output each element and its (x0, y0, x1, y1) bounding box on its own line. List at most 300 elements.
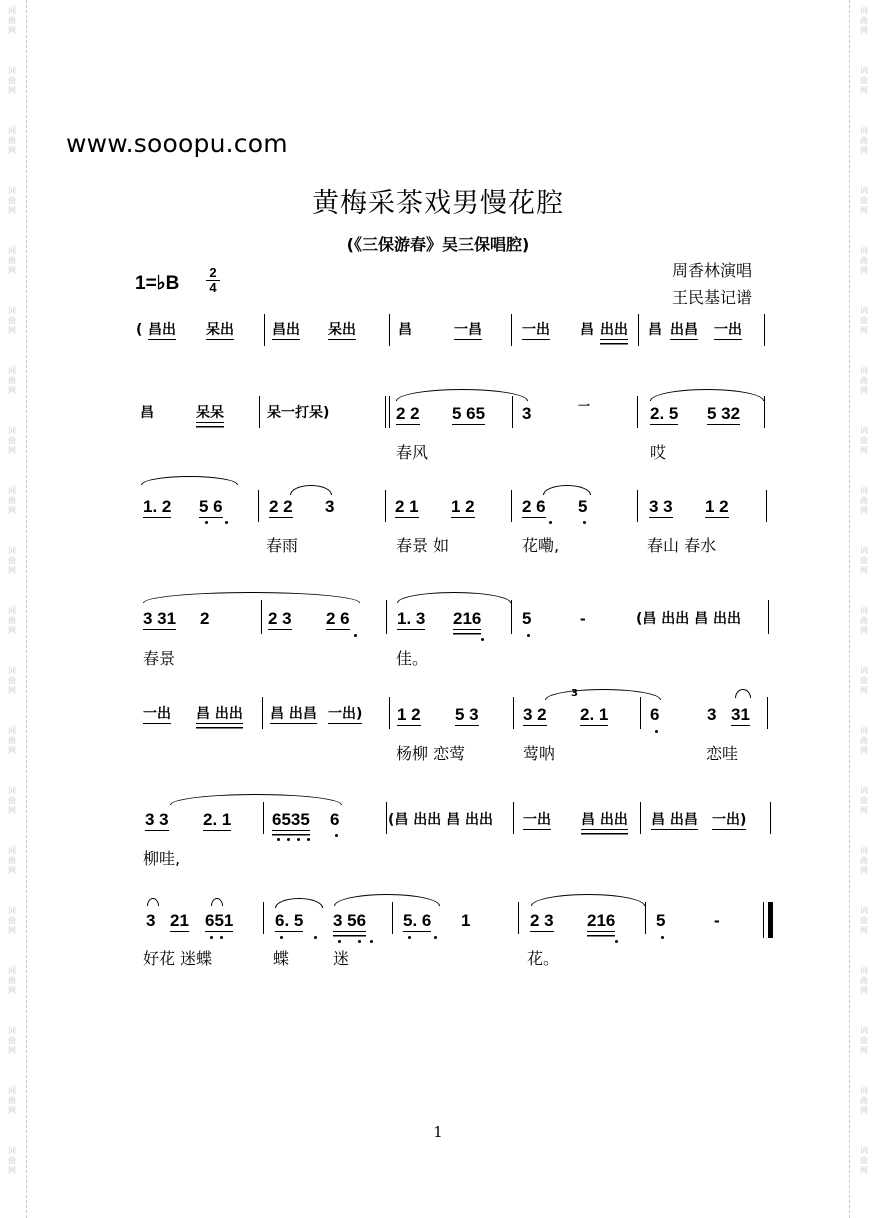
watermark-block (857, 1146, 871, 1206)
watermark-glyph: 曲 (860, 76, 868, 85)
watermark-block (857, 246, 871, 306)
watermark-glyph: 网 (8, 806, 16, 815)
watermark-glyph: 网 (8, 566, 16, 575)
watermark-glyph: 词 (860, 966, 868, 975)
watermark-glyph: 词 (8, 1146, 16, 1155)
site-url: www.sooopu.com (66, 129, 288, 158)
watermark-glyph: 词 (860, 246, 868, 255)
watermark-glyph: 网 (8, 986, 16, 995)
jianpu-note-group: 2 6 (326, 609, 350, 628)
watermark-block (857, 966, 871, 1026)
watermark-block (857, 366, 871, 426)
watermark-glyph: 网 (860, 1106, 868, 1115)
barline (263, 902, 264, 934)
lyric: 蝶 (273, 949, 290, 968)
watermark-glyph: 曲 (860, 496, 868, 505)
jianpu-note: 5 (522, 609, 532, 628)
percussion-text: 一出 (523, 812, 551, 828)
watermark-glyph: 曲 (8, 556, 16, 565)
slur (290, 485, 332, 495)
jianpu-note-group: 2 2 (396, 404, 420, 423)
barline (767, 697, 768, 729)
barline (511, 314, 512, 346)
watermark-glyph: 曲 (8, 1096, 16, 1105)
low-octave-dot (297, 838, 300, 841)
meter-bottom: 4 (206, 280, 220, 295)
watermark-block (857, 306, 871, 366)
watermark-glyph: 曲 (860, 436, 868, 445)
percussion-text: 出出 (600, 322, 628, 338)
slur (334, 894, 440, 906)
watermark-glyph: 网 (860, 206, 868, 215)
percussion-text: 昌 出昌 (270, 706, 317, 722)
watermark-block (857, 786, 871, 846)
watermark-glyph: 网 (860, 686, 868, 695)
percussion-text: 昌 (648, 322, 662, 338)
watermark-glyph: 曲 (8, 856, 16, 865)
slur (735, 689, 751, 698)
watermark-block (5, 1146, 19, 1206)
watermark-glyph: 曲 (8, 136, 16, 145)
jianpu-note-group: 2 3 (530, 911, 554, 930)
slur (650, 389, 764, 401)
barline (258, 490, 259, 522)
tie-dash: 一 (578, 399, 591, 413)
percussion-text: 昌出 (272, 322, 300, 338)
low-octave-dot (615, 940, 618, 943)
watermark-glyph: 曲 (8, 1036, 16, 1045)
watermark-block (857, 1026, 871, 1086)
slur (397, 592, 511, 603)
jianpu-note-group: 3 3 (145, 810, 169, 829)
low-octave-dot (314, 936, 317, 939)
watermark-block (857, 126, 871, 186)
jianpu-note-group: 5 65 (452, 404, 486, 423)
watermark-glyph: 词 (8, 1086, 16, 1095)
watermark-glyph: 词 (860, 6, 868, 15)
watermark-block (5, 66, 19, 126)
percussion-text: 一昌 (454, 322, 482, 338)
percussion-text: ( (136, 322, 143, 338)
watermark-glyph: 曲 (860, 616, 868, 625)
barline (645, 902, 646, 934)
watermark-glyph: 词 (860, 1086, 868, 1095)
barline (764, 396, 765, 428)
watermark-glyph: 网 (860, 1046, 868, 1055)
watermark-glyph: 曲 (8, 796, 16, 805)
watermark-glyph: 曲 (8, 76, 16, 85)
watermark-glyph: 词 (8, 666, 16, 675)
barline (511, 600, 512, 634)
watermark-glyph: 曲 (860, 976, 868, 985)
percussion-text: 呆一打呆) (267, 405, 330, 421)
barline (262, 697, 263, 729)
watermark-glyph: 网 (8, 1046, 16, 1055)
watermark-glyph: 词 (860, 66, 868, 75)
watermark-glyph: 词 (860, 906, 868, 915)
jianpu-note: 6 (330, 810, 340, 829)
barline (770, 802, 771, 834)
watermark-glyph: 曲 (8, 376, 16, 385)
watermark-glyph: 曲 (8, 616, 16, 625)
barline (637, 490, 638, 522)
watermark-glyph: 曲 (860, 136, 868, 145)
jianpu-note-group: 2 3 (268, 609, 292, 628)
watermark-block (857, 726, 871, 786)
watermark-glyph: 网 (860, 806, 868, 815)
barline (261, 600, 262, 634)
watermark-glyph: 词 (8, 366, 16, 375)
percussion-text: 呆出 (328, 322, 356, 338)
jianpu-note-group: 1 2 (705, 497, 729, 516)
watermark-block (5, 1026, 19, 1086)
watermark-glyph: 词 (860, 666, 868, 675)
watermark-glyph: 网 (860, 626, 868, 635)
watermark-glyph: 词 (8, 906, 16, 915)
watermark-glyph: 网 (8, 866, 16, 875)
barline (513, 802, 514, 834)
jianpu-note-group: 2. 1 (580, 705, 609, 724)
barline (386, 600, 387, 634)
percussion-text: 一出) (712, 812, 747, 828)
barline (638, 314, 639, 346)
watermark-block (5, 546, 19, 606)
watermark-block (5, 366, 19, 426)
watermark-glyph: 网 (860, 986, 868, 995)
low-octave-dot (335, 834, 338, 837)
watermark-glyph: 词 (8, 66, 16, 75)
watermark-glyph: 网 (8, 1106, 16, 1115)
lyric: 春景 (143, 649, 176, 668)
watermark-block (857, 846, 871, 906)
time-signature (206, 266, 220, 295)
lyric: 花。 (527, 949, 560, 968)
jianpu-note-group: 21 (170, 911, 189, 930)
percussion-text: (昌 出出 昌 出出 (636, 611, 742, 627)
watermark-block (857, 906, 871, 966)
watermark-glyph: 曲 (860, 316, 868, 325)
watermark-glyph: 曲 (8, 976, 16, 985)
watermark-glyph: 曲 (860, 1096, 868, 1105)
jianpu-note: 3 (325, 497, 335, 516)
jianpu-note-group: 6535 (272, 810, 310, 829)
jianpu-note-group: 2. 1 (203, 810, 232, 829)
watermark-glyph: 曲 (8, 436, 16, 445)
lyric: 柳哇, (143, 849, 181, 868)
jianpu-note-group: 216 (453, 609, 482, 628)
percussion-text: 昌出 (148, 322, 176, 338)
jianpu-note-group: 31 (731, 705, 750, 724)
barline (385, 396, 386, 428)
jianpu-note-group: 6. 5 (275, 911, 304, 930)
jianpu-note-group: 216 (587, 911, 616, 930)
jianpu-note-group: 2 1 (395, 497, 419, 516)
jianpu-note: 2 (200, 609, 210, 628)
lyric: 迷 (333, 949, 350, 968)
watermark-glyph: 曲 (8, 916, 16, 925)
watermark-block (5, 966, 19, 1026)
watermark-glyph: 词 (860, 306, 868, 315)
lyric: 春风 (396, 443, 429, 462)
percussion-text: 呆出 (206, 322, 234, 338)
percussion-text: 出昌 (670, 322, 698, 338)
page-number: 1 (433, 1123, 443, 1141)
watermark-block (5, 126, 19, 186)
low-octave-dot (287, 838, 290, 841)
watermark-glyph: 词 (860, 426, 868, 435)
barline (259, 396, 260, 428)
percussion-text: 一出) (328, 706, 363, 722)
barline (263, 802, 264, 834)
watermark-glyph: 曲 (860, 856, 868, 865)
watermark-glyph: 网 (860, 506, 868, 515)
barline (264, 314, 265, 346)
low-octave-dot (549, 521, 552, 524)
watermark-glyph: 曲 (860, 1036, 868, 1045)
watermark-block (857, 666, 871, 726)
watermark-block (5, 786, 19, 846)
watermark-block (857, 66, 871, 126)
low-octave-dot (408, 936, 411, 939)
watermark-glyph: 曲 (860, 796, 868, 805)
watermark-glyph: 曲 (860, 256, 868, 265)
jianpu-note-group: 3 31 (143, 609, 177, 628)
watermark-glyph: 网 (8, 386, 16, 395)
barline (511, 490, 512, 522)
watermark-glyph: 网 (8, 626, 16, 635)
watermark-glyph: 词 (8, 426, 16, 435)
watermark-glyph: 词 (860, 546, 868, 555)
watermark-block (5, 426, 19, 486)
watermark-glyph: 词 (8, 306, 16, 315)
low-octave-dot (338, 940, 341, 943)
watermark-glyph: 曲 (8, 16, 16, 25)
watermark-block (5, 306, 19, 366)
watermark-block (5, 846, 19, 906)
watermark-glyph: 网 (860, 566, 868, 575)
watermark-glyph: 词 (8, 1026, 16, 1035)
low-octave-dot (205, 521, 208, 524)
slur (275, 898, 323, 908)
jianpu-note-group: 5 3 (455, 705, 479, 724)
watermark-glyph: 网 (860, 746, 868, 755)
jianpu-note-group: 2. 5 (650, 404, 679, 423)
lyric: 好花 迷蝶 (143, 949, 213, 968)
jianpu-note: 1 (461, 911, 471, 930)
watermark-glyph: 词 (8, 486, 16, 495)
watermark-glyph: 网 (8, 926, 16, 935)
lyric: 佳。 (396, 649, 429, 668)
watermark-glyph: 网 (8, 506, 16, 515)
barline (386, 802, 387, 834)
song-subtitle: (《三保游春》吴三保唱腔) (346, 235, 530, 254)
barline (640, 802, 641, 834)
watermark-glyph: 网 (860, 26, 868, 35)
watermark-glyph: 词 (860, 486, 868, 495)
watermark-block (5, 486, 19, 546)
jianpu-note: 5 (578, 497, 588, 516)
jianpu-note-group: 3 56 (333, 911, 367, 930)
jianpu-note: 3 (707, 705, 717, 724)
lyric: 莺呐 (523, 744, 556, 763)
lyric: 杨柳 恋莺 (396, 744, 466, 763)
watermark-glyph: 网 (8, 326, 16, 335)
transcriber-credit: 王民基记谱 (672, 288, 753, 307)
singer-credit: 周香林演唱 (672, 261, 753, 280)
slur (396, 389, 528, 401)
key-signature: 1=♭B (135, 273, 180, 294)
percussion-text: 一出 (714, 322, 742, 338)
jianpu-note: 5 (656, 911, 666, 930)
percussion-text: 昌 (140, 405, 154, 421)
low-octave-dot (358, 940, 361, 943)
watermark-glyph: 曲 (860, 1156, 868, 1165)
percussion-text: 昌 出出 (581, 812, 628, 828)
lyric: 春雨 (266, 536, 299, 555)
percussion-text: 昌 出出 (196, 706, 243, 722)
slur (147, 898, 159, 906)
watermark-glyph: 词 (8, 726, 16, 735)
jianpu-note-group: 1. 3 (397, 609, 426, 628)
watermark-glyph: 词 (8, 6, 16, 15)
jianpu-note-group: 5 32 (707, 404, 741, 423)
jianpu-note: 3 (146, 911, 156, 930)
barline (518, 902, 519, 934)
watermark-glyph: 网 (8, 446, 16, 455)
jianpu-note-group: 651 (205, 911, 234, 930)
watermark-glyph: 词 (860, 366, 868, 375)
watermark-block (5, 246, 19, 306)
barline (385, 490, 386, 522)
watermark-glyph: 词 (860, 726, 868, 735)
barline (389, 697, 390, 729)
low-octave-dot (583, 521, 586, 524)
watermark-glyph: 词 (860, 786, 868, 795)
jianpu-note-group: 5 6 (199, 497, 223, 516)
watermark-glyph: 词 (860, 606, 868, 615)
jianpu-note-group: 1. 2 (143, 497, 172, 516)
low-octave-dot (277, 838, 280, 841)
watermark-block (5, 606, 19, 666)
percussion-text: 一出 (522, 322, 550, 338)
rest-dash: - (714, 911, 720, 930)
watermark-block (5, 666, 19, 726)
watermark-glyph: 曲 (860, 556, 868, 565)
watermark-block (5, 6, 19, 66)
percussion-text: 呆呆 (196, 405, 224, 421)
watermark-block (857, 546, 871, 606)
watermark-glyph: 曲 (860, 16, 868, 25)
low-octave-dot (210, 936, 213, 939)
low-octave-dot (307, 838, 310, 841)
watermark-glyph: 网 (860, 266, 868, 275)
percussion-text: (昌 出出 昌 出出 (388, 812, 494, 828)
barline (392, 902, 393, 934)
song-title: 黄梅采茶戏男慢花腔 (312, 188, 564, 219)
watermark-glyph: 曲 (8, 196, 16, 205)
barline (764, 314, 765, 346)
lyric: 哎 (650, 443, 667, 462)
jianpu-note-group: 3 2 (523, 705, 547, 724)
final-barline-thin (763, 902, 764, 938)
rest-dash: - (580, 609, 586, 628)
watermark-glyph: 词 (860, 846, 868, 855)
watermark-glyph: 曲 (8, 316, 16, 325)
watermark-glyph: 词 (8, 966, 16, 975)
slur (531, 894, 645, 906)
watermark-block (857, 6, 871, 66)
jianpu-note: 6 (650, 705, 660, 724)
watermark-glyph: 网 (860, 386, 868, 395)
jianpu-note-group: 1 2 (451, 497, 475, 516)
lyric: 花嘞, (522, 536, 560, 555)
watermark-glyph: 网 (8, 86, 16, 95)
lyric: 恋哇 (706, 744, 739, 763)
watermark-glyph: 词 (8, 126, 16, 135)
watermark-block (857, 486, 871, 546)
meter-top: 2 (209, 265, 217, 280)
watermark-block (857, 426, 871, 486)
watermark-glyph: 词 (8, 546, 16, 555)
watermark-glyph: 词 (860, 126, 868, 135)
low-octave-dot (481, 638, 484, 641)
barline (768, 600, 769, 634)
watermark-glyph: 网 (8, 146, 16, 155)
watermark-glyph: 网 (860, 866, 868, 875)
slur (543, 485, 591, 495)
lyric: 春景 如 (396, 536, 450, 555)
watermark-glyph: 网 (860, 926, 868, 935)
grace-note: 3 (571, 688, 578, 699)
watermark-glyph: 曲 (860, 736, 868, 745)
watermark-glyph: 词 (860, 186, 868, 195)
barline (637, 396, 638, 428)
jianpu-note-group: 3 3 (649, 497, 673, 516)
low-octave-dot (280, 936, 283, 939)
watermark-glyph: 网 (860, 86, 868, 95)
low-octave-dot (354, 634, 357, 637)
slur (143, 592, 360, 603)
barline (389, 396, 390, 428)
watermark-glyph: 曲 (8, 256, 16, 265)
watermark-glyph: 网 (860, 146, 868, 155)
low-octave-dot (661, 936, 664, 939)
watermark-glyph: 曲 (8, 496, 16, 505)
watermark-glyph: 网 (8, 266, 16, 275)
jianpu-note-group: 5. 6 (403, 911, 432, 930)
watermark-glyph: 网 (8, 746, 16, 755)
jianpu-note-group: 2 2 (269, 497, 293, 516)
watermark-glyph: 网 (860, 326, 868, 335)
jianpu-note-group: 1 2 (397, 705, 421, 724)
slur (545, 689, 661, 700)
watermark-glyph: 网 (8, 26, 16, 35)
watermark-glyph: 曲 (860, 916, 868, 925)
watermark-glyph: 网 (8, 686, 16, 695)
percussion-text: 昌 出昌 (651, 812, 698, 828)
watermark-glyph: 曲 (860, 196, 868, 205)
watermark-glyph: 词 (8, 606, 16, 615)
watermark-block (857, 606, 871, 666)
barline (640, 697, 641, 729)
barline (766, 490, 767, 522)
final-barline-thick (768, 902, 773, 938)
watermark-glyph: 词 (8, 186, 16, 195)
watermark-glyph: 词 (860, 1026, 868, 1035)
watermark-glyph: 词 (8, 786, 16, 795)
watermark-block (5, 906, 19, 966)
watermark-glyph: 网 (8, 206, 16, 215)
